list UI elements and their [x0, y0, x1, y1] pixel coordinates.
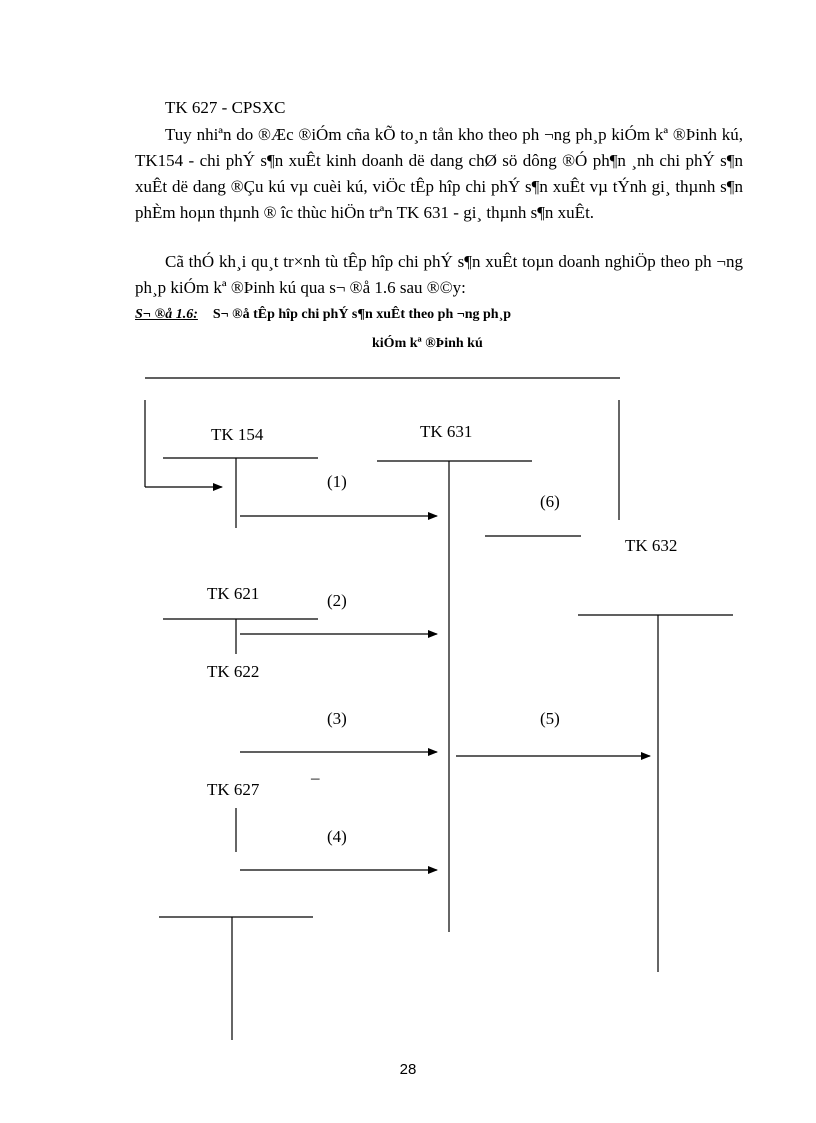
caption-text: S¬ ®å tÊp hîp chi phÝ s¶n xuÊt theo ph ¬ng ph¸p	[212, 307, 512, 322]
tk632-label: TK 632	[625, 536, 678, 555]
step-2-label: (2)	[327, 591, 347, 610]
tk622-label: TK 622	[207, 662, 260, 681]
tk621-label: TK 621	[207, 584, 260, 603]
tk154-label: TK 154	[211, 425, 264, 444]
caption-line-2: kiÓm kª ®Þinh kú	[372, 336, 483, 351]
paragraph-1-text: Tuy nhiªn do ®Æc ®iÓm cña kÕ to¸n tån kho theo ph ¬ng ph¸p kiÓm kª ®Þinh kú, TK154 - chi phÝ s¶n xuÊt kinh doanh dë dang chØ sö dông ®Ó ph¶n ¸nh chi phÝ s¶n xuÊt dë dang ®Çu kú vµ cuèi kú, viÖc tÊp hîp chi phÝ s¶n xuÊt vµ tÝnh gi¸ thµnh s¶n phÈm hoµn thµnh ® îc thùc hiÖn trªn TK 631 - gi¸ thµnh s¶n xuÊt.	[135, 125, 743, 222]
step-4-label: (4)	[327, 827, 347, 846]
step-6-label: (6)	[540, 492, 560, 511]
caption-label: S¬ ®å 1.6:	[135, 307, 198, 322]
heading: TK 627 - CPSXC	[165, 98, 286, 117]
paragraph-2-text: Cã thÓ kh¸i qu¸t tr×nh tù tÊp hîp chi phÝ s¶n xuÊt toµn doanh nghiÖp theo ph ¬ng ph¸p kiÓm kª ®Þinh kú qua s¬ ®å 1.6 sau ®©y:	[135, 252, 743, 297]
stray-mark: –	[311, 768, 320, 787]
tk627-label: TK 627	[207, 780, 260, 799]
tk631-label: TK 631	[420, 422, 473, 441]
step-5-label: (5)	[540, 709, 560, 728]
step-3-label: (3)	[327, 709, 347, 728]
step-1-label: (1)	[327, 472, 347, 491]
page-number: 28	[399, 1061, 417, 1078]
